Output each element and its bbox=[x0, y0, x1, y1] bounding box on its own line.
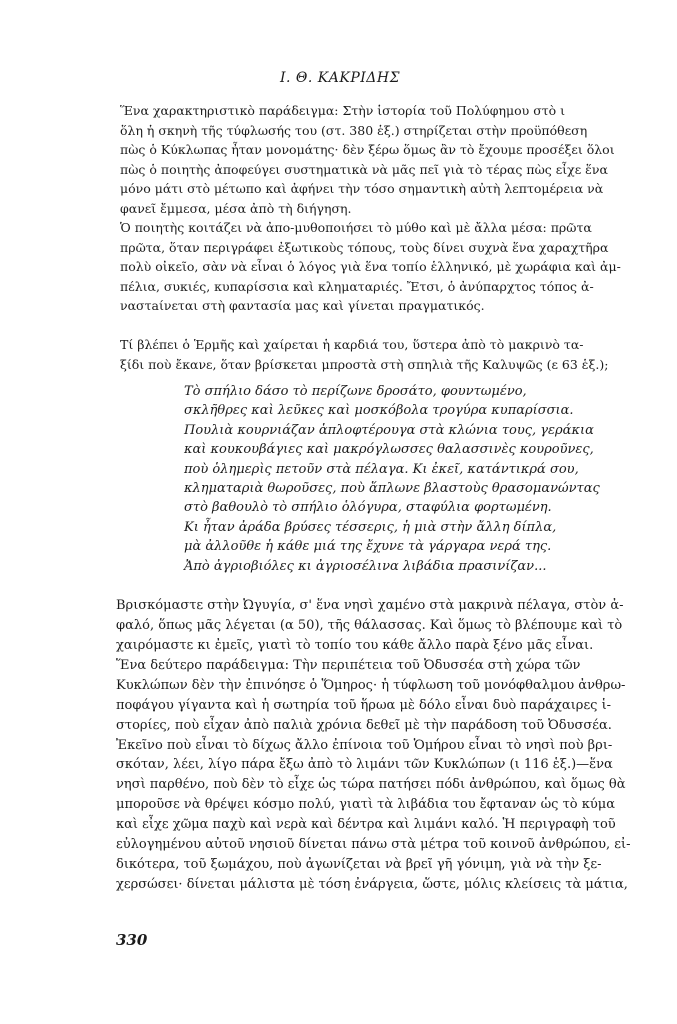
text-line: πολὺ οἰκεῖο, σὰν νὰ εἶναι ὁ λόγος γιὰ ἕνα τοπίο ἑλληνικό, μὲ χωράφια καὶ ἀμ- bbox=[120, 259, 621, 274]
verse-line: μὰ ἀλλοῦθε ἡ κάθε μιά της ἔχυνε τὰ γάργαρα νερά της. bbox=[184, 539, 552, 555]
text-line: φαλό, ὅπως μᾶς λέγεται (α 50), τῆς θάλασσας. Καὶ ὅμως τὸ βλέπουμε καὶ τὸ bbox=[116, 617, 623, 633]
text-line: χερσώσει· δίνεται μάλιστα μὲ τόση ἐνάργεια, ὥστε, μόλις κλείσεις τὰ μάτια, bbox=[116, 876, 628, 892]
text-line: Κυκλώπων δὲν τὴν ἐπινόησε ὁ Ὅμηρος· ἡ τύφλωση τοῦ μονόφθαλμου ἀνθρω- bbox=[116, 677, 626, 693]
page-number: 330 bbox=[116, 931, 148, 949]
verse-line: στὸ βαθουλὸ τὸ σπήλιο ὁλόγυρα, σταφύλια φορτωμένη. bbox=[184, 500, 552, 516]
verse-quotation bbox=[184, 382, 600, 576]
text-line: χαιρόμαστε κι ἐμεῖς, γιατὶ τὸ τοπίο του κάθε ἄλλο παρὰ ξένο μᾶς εἶναι. bbox=[116, 637, 594, 653]
paragraph-1 bbox=[120, 101, 615, 218]
text-line: Ἐκεῖνο ποὺ εἶναι τὸ δίχως ἄλλο ἐπίνοια τοῦ Ὁμήρου εἶναι τὸ νησὶ ποὺ βρι- bbox=[116, 737, 613, 753]
text-line: πὼς ὁ Κύκλωπας ἦταν μονομάτης· δὲν ξέρω ὅμως ἂν τὸ ἔχουμε προσέξει ὅλοι bbox=[120, 142, 615, 157]
paragraph-2 bbox=[120, 218, 621, 316]
text-line: ναστaίνεται στὴ φαντασία μας καὶ γίνεται πραγματικός. bbox=[120, 298, 485, 313]
text-line: ὅλη ἡ σκηνὴ τῆς τύφλωσής του (στ. 380 ἑξ.) στηρίζεται στὴν προϋπόθεση bbox=[120, 122, 588, 138]
text-line: μποροῦσε νὰ θρέψει κόσμο πολύ, γιατὶ τὰ λιβάδια του ἔφταναν ὡς τὸ κύμα bbox=[116, 797, 615, 813]
text-line: μόνο μάτι στὸ μέτωπο καὶ ἀφήνει τὴν τόσο σημαντικὴ αὐτὴ λεπτομέρεια νὰ bbox=[120, 181, 604, 196]
verse-line: Κι ἦταν ἀράδα βρύσες τέσσερις, ἡ μιὰ στὴν ἄλλη δίπλα, bbox=[184, 519, 557, 535]
text-line: Ὁ ποιητὴς κοιτάζει νὰ ἀπο-μυθοποιήσει τὸ μύθο καὶ μὲ ἄλλα μέσα: πρῶτα bbox=[120, 220, 592, 235]
text-line: Ἕνα δεύτερο παράδειγμα: Τὴν περιπέτεια τοῦ Ὀδυσσέα στὴ χώρα τῶν bbox=[116, 658, 581, 673]
text-line: πρῶτα, ὅταν περιγράφει ἐξωτικοὺς τόπους, τοὺς δίνει συχνὰ ἕνα χαραχτῆρα bbox=[120, 239, 609, 255]
text-line: ποφάγου γίγαντα καὶ ἡ σωτηρία τοῦ ἥρωα μὲ δόλο εἶναι δυὸ παράχαιρες ἱ- bbox=[116, 697, 612, 713]
verse-line: Τὸ σπήλιο δάσο τὸ περίζωνε δροσάτο, φουντωμένο, bbox=[184, 384, 527, 399]
text-line: νησὶ παρθένο, ποὺ δὲν τὸ εἶχε ὡς τώρα πατήσει πόδι ἀνθρώπου, καὶ ὅμως θὰ bbox=[116, 777, 626, 793]
text-line: Ἕνα χαρακτηριστικὸ παράδειγμα: Στὴν ἱστορία τοῦ Πολύφημου στὸ ι bbox=[120, 103, 566, 118]
paragraph-4 bbox=[116, 596, 624, 656]
paragraph-3 bbox=[120, 335, 609, 374]
verse-line: ποὺ ὁλημερὶς πετοῦν στὰ πέλαγα. Κι ἐκεῖ, κατάντικρά σου, bbox=[184, 461, 579, 477]
running-header: Ι. Θ. ΚΑΚΡΙΔΗΣ bbox=[279, 70, 400, 86]
verse-line: κληματαριὰ θωροῦσες, ποὺ ἅπλωνε βλαστοὺς θρασομανώντας bbox=[184, 480, 600, 496]
text-line: Τί βλέπει ὁ Ἑρμῆς καὶ χαίρεται ἡ καρδιά του, ὕστερα ἀπὸ τὸ μακρινὸ τα- bbox=[120, 337, 584, 352]
verse-line: Πουλιὰ κουρνιάζαν ἁπλοφτέρουγα στὰ κλώνια τους, γεράκια bbox=[184, 422, 594, 438]
text-line: σκόταν, λέει, λίγο πάρα ἔξω ἀπὸ τὸ λιμάνι τῶν Κυκλώπων (ι 116 ἑξ.)—ἕνα bbox=[116, 757, 613, 773]
text-line: στορίες, ποὺ εἶχαν ἀπὸ παλιὰ χρόνια δεθεῖ μὲ τὴν παράδοση τοῦ Ὀδυσσέα. bbox=[116, 717, 612, 733]
text-line: φανεῖ ἔμμεσα, μέσα ἀπὸ τὴ διήγηση. bbox=[120, 200, 352, 216]
text-line: Βρισκόμαστε στὴν Ὠγυγία, σ' ἕνα νησὶ χαμένο στὰ μακρινὰ πέλαγα, στὸν ἀ- bbox=[116, 598, 624, 613]
text-line: δικότερα, τοῦ ξωμάχου, ποὺ ἀγωνίζεται νὰ βρεῖ γῆ γόνιμη, γιὰ νὰ τὴν ξε- bbox=[116, 856, 602, 872]
text-line: καὶ εἶχε χῶμα παχὺ καὶ νερὰ καὶ δέντρα καὶ λιμάνι καλό. Ἡ περιγραφὴ τοῦ bbox=[116, 817, 616, 833]
verse-line: καὶ κουκουβάγιες καὶ μακρόγλωσσες θαλασσινὲς κουροῦνες, bbox=[184, 442, 594, 458]
text-line: εὐλογημένου αὐτοῦ νησιοῦ δίνεται πάνω στὰ μέτρα τοῦ κοινοῦ ἀνθρώπου, εἰ- bbox=[116, 837, 631, 853]
verse-line: Ἀπὸ ἀγριοβιόλες κι ἀγριοσέλινα λιβάδια πρασινίζαν... bbox=[184, 558, 547, 574]
text-line: πέλια, συκιές, κυπαρίσσια καὶ κληματαριές. Ἔτσι, ὁ ἀνύπαρχτος τόπος ἀ- bbox=[120, 278, 594, 294]
paragraph-5 bbox=[116, 656, 631, 895]
verse-line: σκλῆθρες καὶ λεῦκες καὶ μοσκόβολα τρογύρα κυπαρίσσια. bbox=[184, 403, 574, 419]
text-line: ξίδι ποὺ ἔκανε, ὅταν βρίσκεται μπροστὰ στὴ σπηλιὰ τῆς Καλυψῶς (ε 63 ἑξ.); bbox=[120, 356, 609, 372]
text-line: πὼς ὁ ποιητὴς ἀποφεύγει συστηματικὰ νὰ μᾶς πεῖ γιὰ τὸ τέρας πὼς εἶχε ἕνα bbox=[120, 161, 608, 177]
